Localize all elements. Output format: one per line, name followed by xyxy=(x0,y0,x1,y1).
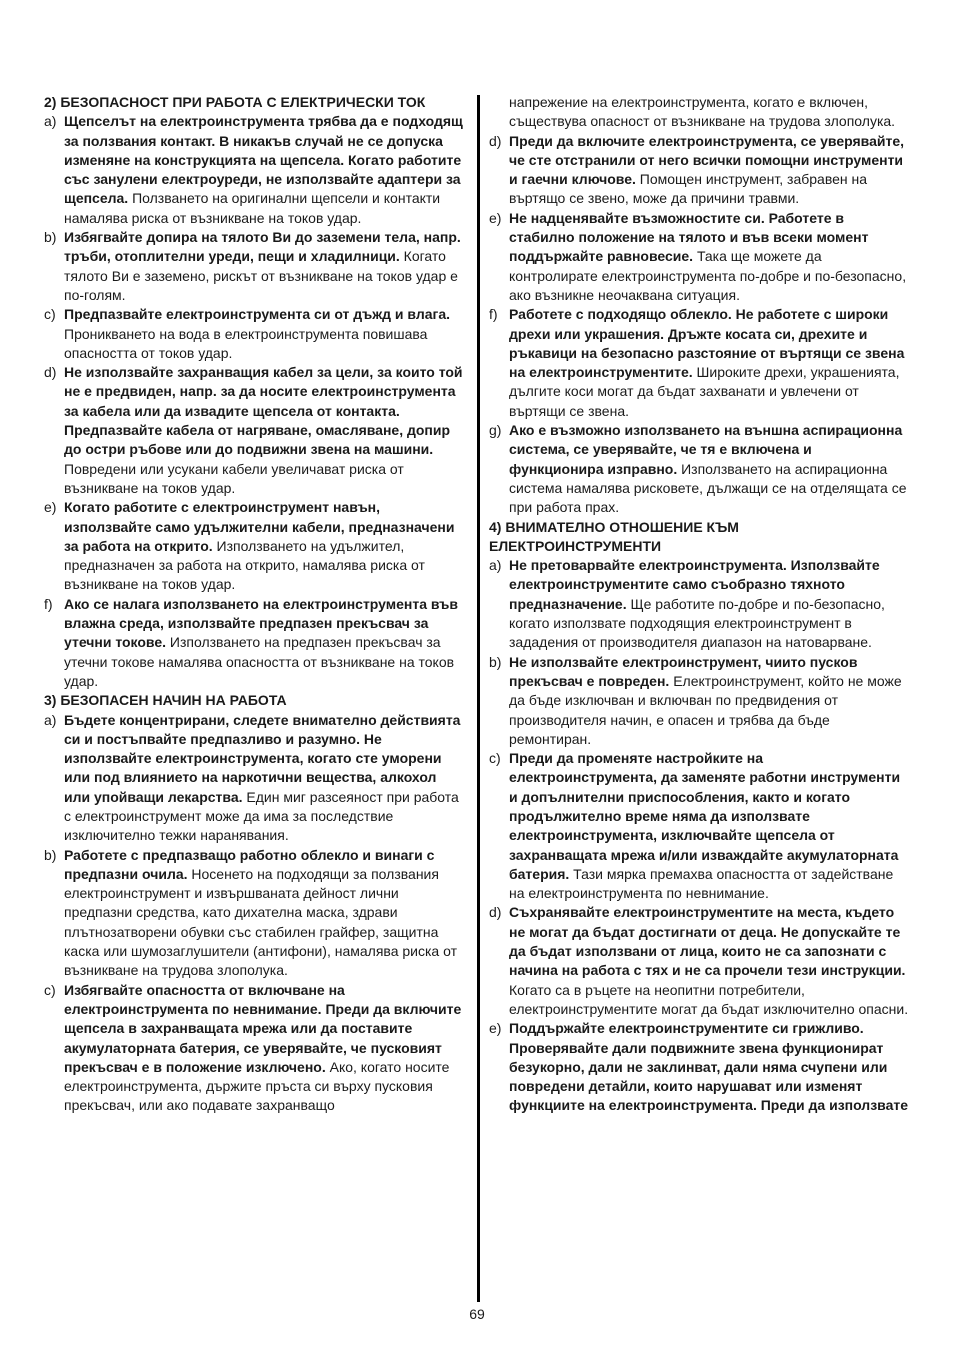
list-item xyxy=(489,1019,909,1115)
item-normal-text: Един миг разсеяност при работа с електроинструмент може да има за последствие изключително тежки наранявания. xyxy=(64,788,459,844)
item-letter: e) xyxy=(489,1020,502,1037)
list-item xyxy=(489,556,909,652)
list-item xyxy=(489,749,909,903)
item-bold-text: Поддържайте електроинструментите си грижливо. Проверявайте дали подвижните звена функционират безукорно, дали не заклинват, дали няма счупени или повредени детайли, които нарушават или изменят функциите на електроинструмента. Преди да използвате xyxy=(509,1020,909,1114)
item-normal-text: Когато са в ръцете на неопитни потребители, електроинструментите могат да бъдат изключително опасни. xyxy=(509,981,909,1017)
list-item xyxy=(489,209,909,305)
item-bold-text: Не използвайте захранващия кабел за цели, за които той не е предвиден, напр. за да носите електроинструмента за кабела или да извадите щепсела от контакта. Предпазвайте кабела от нагряване, омасляване, допир до остри ръбове или до подвижни звена на машини. xyxy=(64,364,463,458)
section2-items xyxy=(44,112,464,691)
item-letter: e) xyxy=(489,209,502,226)
section4-items xyxy=(489,556,909,1116)
item-letter: g) xyxy=(489,422,502,439)
list-item xyxy=(44,305,464,363)
item-normal-text: Помощен инструмент, забравен на въртящо се звено, може да причини травми. xyxy=(509,171,868,207)
item-bold-text: Когато работите с електроинструмент навън, използвайте само удължителни кабели, предназначени за работа на открито. xyxy=(64,499,455,554)
item-normal-text: Ако, когато носите електроинструмента, държите пръста си върху пусковия прекъсвач, или ако подавате захранващо xyxy=(64,1058,450,1114)
list-item xyxy=(489,653,909,749)
item-bold-text: Работете с предпазващо работно облекло и винаги с предпазни очила. xyxy=(64,846,435,882)
item-normal-text: Използването на аспирационна система намалява рисковете, дължащи се на отделящата се при работа прах. xyxy=(509,460,907,516)
item-letter: d) xyxy=(44,364,57,381)
item-normal-text: Използването на удължител, предназначен за работа на открито, намалява риска от възникване на токов удар. xyxy=(64,537,425,593)
list-item xyxy=(44,363,464,498)
item-bold-text: Ако се налага използването на електроинструмента във влажна среда, използвайте предпазен прекъсвач за утечни токове. xyxy=(64,595,458,651)
item-bold-text: Не използвайте електроинструмент, чиито пусков прекъсвач е повреден. xyxy=(509,653,858,689)
item-normal-text: Носенето на подходящи за ползвания електроинструмент и извършваната дейност лични предпазни средства, като дихателна маска, здрави плътнозатворени обувки със стабилен грайфер, защитна каска или шумозаглушители (антифони), намалява риска от възникване на трудова злополука. xyxy=(64,865,457,979)
section3-items xyxy=(44,711,464,1116)
page-number: 69 xyxy=(469,1306,485,1322)
item-letter: c) xyxy=(44,306,56,323)
item-bold-text: Преди да променяте настройките на електроинструмента, да заменяте работни инструменти и допълнителни приспособления, както и когато продължително време няма да използвате електроинструмента, изключвайте щепсела от захранващата мрежа и/или изваждайте акумулаторната батерия. xyxy=(509,750,901,882)
list-item xyxy=(44,228,464,305)
list-item xyxy=(489,305,909,421)
list-item xyxy=(44,711,464,846)
item-letter: a) xyxy=(44,711,57,728)
item-letter: d) xyxy=(489,132,502,149)
section3-continued-items xyxy=(489,132,909,518)
item-letter: b) xyxy=(489,653,502,670)
item-normal-text: Повредени или усукани кабели увеличават риска от възникване на токов удар. xyxy=(64,460,404,496)
item-bold-text: Избягвайте допира на тялото Ви до заземени тела, напр. тръби, отоплителни уреди, пещи и хладилници. xyxy=(64,229,461,265)
item-normal-text: Електроинструмент, който не може да бъде изключван и включван по предвидения от производителя начин, е опасен и трябва да бъде ремонтиран. xyxy=(509,672,902,747)
item-letter: f) xyxy=(489,306,498,323)
section-heading: 2) БЕЗОПАСНОСТ ПРИ РАБОТА С ЕЛЕКТРИЧЕСКИ ТОК xyxy=(44,94,426,110)
item-normal-text: Използването на предпазен прекъсвач за утечни токове намалява опасността от възникване на токов удар. xyxy=(64,634,455,689)
list-item xyxy=(44,498,464,594)
list-item xyxy=(44,595,464,691)
item-bold-text: Избягвайте опасността от включване на електроинструмента по невнимание. Преди да включите щепсела в захранващата мрежа или да поставите акумулаторната батерия, се уверявайте, че пусковият прекъсвач е в положение изключено. xyxy=(64,981,462,1075)
item-normal-text: Широките дрехи, украшенията, дългите коси могат да бъдат захванати и увлечени от въртящи се звена. xyxy=(509,364,900,419)
item-bold-text: Щепселът на електроинструмента трябва да е подходящ за ползвания контакт. В никакъв случай не се допуска изменяне на конструкцията на щепсела. Когато работите със занулени електроуреди, не използвайте адаптери за щепсела. xyxy=(64,113,463,207)
right-column xyxy=(489,93,909,1116)
item-bold-text: Предпазвайте електроинструмента си от дъжд и влага. xyxy=(64,306,451,323)
item-normal-text: Ще работите по-добре и по-безопасно, когато използвате подходящия електроинструмент в зададения от производителя диапазон на натоварване. xyxy=(509,595,885,651)
list-item xyxy=(489,421,909,517)
list-item xyxy=(44,112,464,228)
item-normal-text: Проникването на вода в електроинструмента повишава опасността от токов удар. xyxy=(64,325,428,361)
item-letter: e) xyxy=(44,499,57,516)
item-letter: a) xyxy=(44,113,57,130)
item-letter: d) xyxy=(489,904,502,921)
left-column xyxy=(44,93,464,1116)
list-item xyxy=(489,132,909,209)
list-item xyxy=(44,846,464,981)
section-heading: 4) ВНИМАТЕЛНО ОТНОШЕНИЕ КЪМ ЕЛЕКТРОИНСТРУМЕНТИ xyxy=(489,518,739,554)
item-normal-text: Ползването на оригинални щепсели и контакти намалява риска от възникване на токов удар. xyxy=(64,190,441,226)
section-heading: 3) БЕЗОПАСЕН НАЧИН НА РАБОТА xyxy=(44,692,287,709)
item-letter: f) xyxy=(44,595,53,612)
item-letter: c) xyxy=(44,981,56,998)
item-normal-text: Тази мярка премахва опасността от задействане на електроинструмента по невнимание. xyxy=(509,865,894,902)
continued-text: напрежение на електроинструмента, когато е включен, съществува опасност от възникване на трудова злополука. xyxy=(509,94,896,130)
item-letter: c) xyxy=(489,750,501,767)
item-bold-text: Ако е възможно използването на външна аспирационна система, се уверявайте, че тя е включена и функционира изправно. xyxy=(509,422,903,477)
list-item xyxy=(44,981,464,1116)
column-divider xyxy=(477,95,480,1302)
item-bold-text: Не претоварвайте електроинструмента. Използвайте електроинструментите само съобразно тяхното предназначение. xyxy=(509,557,880,612)
item-bold-text: Съхранявайте електроинструментите на места, където не могат да бъдат достигнати от деца. Не допускайте те да бъдат използвани от лица, които не са запознати с начина на работа с тях и не са прочели тези инструкции. xyxy=(509,904,906,979)
item-letter: b) xyxy=(44,846,57,863)
item-bold-text: Бъдете концентрирани, следете внимателно действията си и постъпвайте предпазливо и разумно. Не използвайте електроинструмента, когато сте уморени или под влиянието на наркотични вещества, алкохол или упойващи лекарства. xyxy=(64,711,461,805)
item-normal-text: Така ще можете да контролирате електроинструмента по-добре и по-безопасно, ако възникне неочаквана ситуация. xyxy=(509,248,907,303)
item-letter: a) xyxy=(489,557,502,574)
list-item xyxy=(489,903,909,1019)
item-normal-text: Когато тялото Ви е заземено, рискът от възникване на токов удар е по-голям. xyxy=(64,248,458,303)
item-bold-text: Преди да включите електроинструмента, се уверявайте, че сте отстранили от него всички помощни инструменти и гаечни ключове. xyxy=(509,132,904,188)
item-bold-text: Работете с подходящо облекло. Не работете с широки дрехи или украшения. Дръжте косата си, дрехите и ръкавици на безопасно разстояние от въртящи се звена на електроинструментите. xyxy=(509,306,905,381)
item-letter: b) xyxy=(44,229,57,246)
item-bold-text: Не надценявайте възможностите си. Работете в стабилно положение на тялото и във всеки момент поддържайте равновесие. xyxy=(509,209,869,265)
